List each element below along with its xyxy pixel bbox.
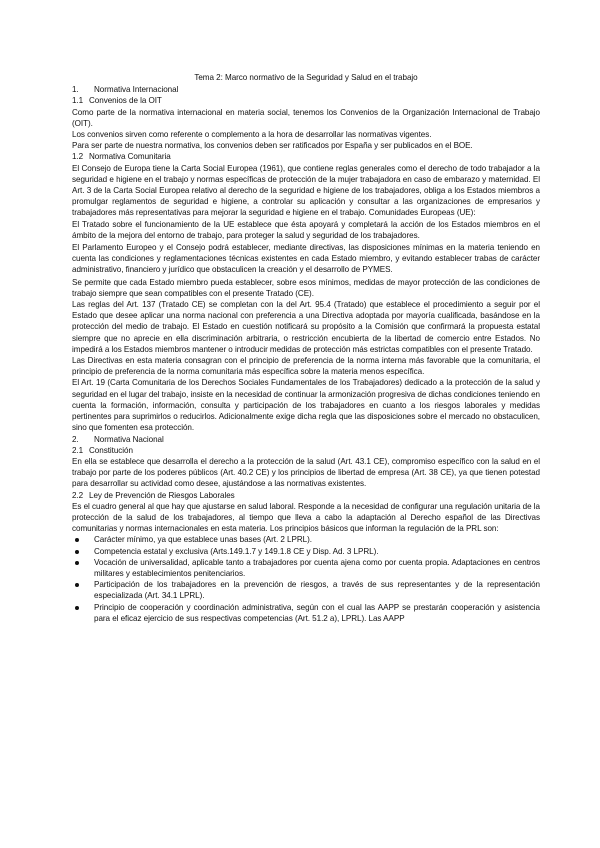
section-label: Normativa Nacional [94,434,164,444]
paragraph: Para ser parte de nuestra normativa, los convenios deben ser ratificados por España y ser publicados en el BOE. [72,141,473,151]
section-heading-convenios-oit [72,95,540,106]
section-label: Constitución [89,445,133,455]
principles-list [72,534,540,624]
section-number: 2.1 [72,445,84,455]
paragraph: Como parte de la normativa internacional en materia social, tenemos los Convenios de la Organización Internacional de Trabajo (OIT). [72,107,540,128]
section-label: Ley de Prevención de Riesgos Laborales [89,490,235,500]
paragraph: Es el cuadro general al que hay que ajustarse en salud laboral. Responde a la necesidad de configurar una regulación unitaria de la protección de la salud de los trabajadores, al tiempo que lleva a cabo la adaptación al Derecho español de las Directivas comunitarias y normas internacionales en esta materia. Los principios básicos que informan la regulación de la PRL son: [72,501,540,534]
paragraph: El Tratado sobre el funcionamiento de la UE establece que ésta apoyará y completará la acción de los Estados miembros en el ámbito de la mejora del entorno de trabajo, para proteger la salud y seguridad de los trabajadores. [72,219,540,240]
section-number: 2.2 [72,490,84,500]
section-label: Convenios de la OIT [89,96,162,106]
paragraph: Los convenios sirven como referente o complemento a la hora de desarrollar las normativas vigentes. [72,130,432,140]
section-label: Normativa Comunitaria [89,152,171,162]
paragraph: En ella se establece que desarrolla el derecho a la protección de la salud (Art. 43.1 CE), compromiso específico con la salud en el trabajo por parte de los poderes públicos (Art. 40.2 CE) y los principios de libertad de empresa (Art. 38 CE), ya que tienen potestad para desarrollar su actividad como desee, ajustándose a las normativas existentes. [72,456,540,489]
section-number: 1.1 [72,96,84,106]
section-heading-normativa-comunitaria [72,151,540,162]
section-heading-normativa-internacional [72,84,540,95]
section-number: 1. [72,85,79,95]
list-item: Principio de cooperación y coordinación administrativa, según con el cual las AAPP se prestarán cooperación y asistencia para el eficaz ejercicio de sus respectivas competencias (Art. 51.2 a), LPRL). Las AAPP [72,602,540,624]
paragraph: El Art. 19 (Carta Comunitaria de los Derechos Sociales Fundamentales de los Trabajadores) dedicado a la protección de la salud y seguridad en el lugar del trabajo, insiste en la necesidad de continuar la armonización progresiva de dichas condiciones teniendo en cuenta la formación, información, consulta y participación de los trabajadores en cuanto a los riesgos laborales y medidas pertinentes para suprimirlos o reducirlos. Adicionalmente exige dicha regla que las disposiciones sobre el mercado no obstaculicen, sino que fomenten esa protección. [72,378,540,433]
paragraph: Las Directivas en esta materia consagran con el principio de preferencia de la norma interna más favorable que la comunitaria, el principio de preferencia de la norma comunitaria más específica sobre la materia menos específica. [72,356,540,377]
paragraph: Las reglas del Art. 137 (Tratado CE) se completan con la del Art. 95.4 (Tratado) que establece el procedimiento a seguir por el Estado que desee aplicar una norma nacional con preferencia a una Directiva adoptada por mayoría cualificada, basándose en la protección del medio de trabajo. El Estado en cuestión notificará su propósito a la Comisión que confirmará la propuesta estatal siempre que no aprecie en ella discriminación arbitraria, o restricción encubierta de la libertad de comercio entre Estados. No impedirá a los Estados miembros mantener o introducir medidas de protección más estrictas compatibles con el presente Tratado. [72,300,540,354]
list-item: Vocación de universalidad, aplicable tanto a trabajadores por cuenta ajena como por cuenta propia. Adaptaciones en centros militares y establecimientos penitenciarios. [72,557,540,579]
section-label: Normativa Internacional [94,85,179,95]
paragraph: El Consejo de Europa tiene la Carta Social Europea (1961), que contiene reglas generales como el derecho de todo trabajador a la seguridad e higiene en el trabajo y normas específicas de protección de la mujer trabajadora en caso de embarazo y maternidad. El Art. 3 de la Carta Social Europea relativo al derecho de la seguridad e higiene de los trabajadores, obliga a los Estados miembros a promulgar reglamentos de seguridad e higiene, a controlar su aplicación y consultar a las organizaciones de empresarios y trabajadores más representativas para mejorar la seguridad e higiene en el trabajo. Comunidades Europeas (UE): [72,163,540,218]
section-number: 2. [72,434,79,444]
section-number: 1.2 [72,152,84,162]
section-heading-normativa-nacional [72,434,540,445]
section-heading-ley-prl [72,490,540,501]
section-heading-constitucion [72,445,540,456]
document-title: Tema 2: Marco normativo de la Seguridad y Salud en el trabajo [194,73,418,82]
list-item: Competencia estatal y exclusiva (Arts.149.1.7 y 149.1.8 CE y Disp. Ad. 3 LPRL). [72,546,540,557]
paragraph: Se permite que cada Estado miembro pueda establecer, sobre esos mínimos, medidas de mayor protección de las condiciones de trabajo siempre que sean compatibles con el presente Tratado (CE). [72,277,540,298]
paragraph: El Parlamento Europeo y el Consejo podrá establecer, mediante directivas, las disposiciones mínimas en la materia teniendo en cuenta las condiciones y reglamentaciones técnicas existentes en cada Estado miembro, y evitando establecer trabas de carácter administrativo, financiero y jurídico que obstaculicen la creación y el desarrollo de PYMES. [72,243,540,275]
list-item: Participación de los trabajadores en la prevención de riesgos, a través de sus representantes y de la representación especializada (Art. 34.1 LPRL). [72,579,540,601]
list-item: Carácter mínimo, ya que establece unas bases (Art. 2 LPRL). [72,534,540,545]
